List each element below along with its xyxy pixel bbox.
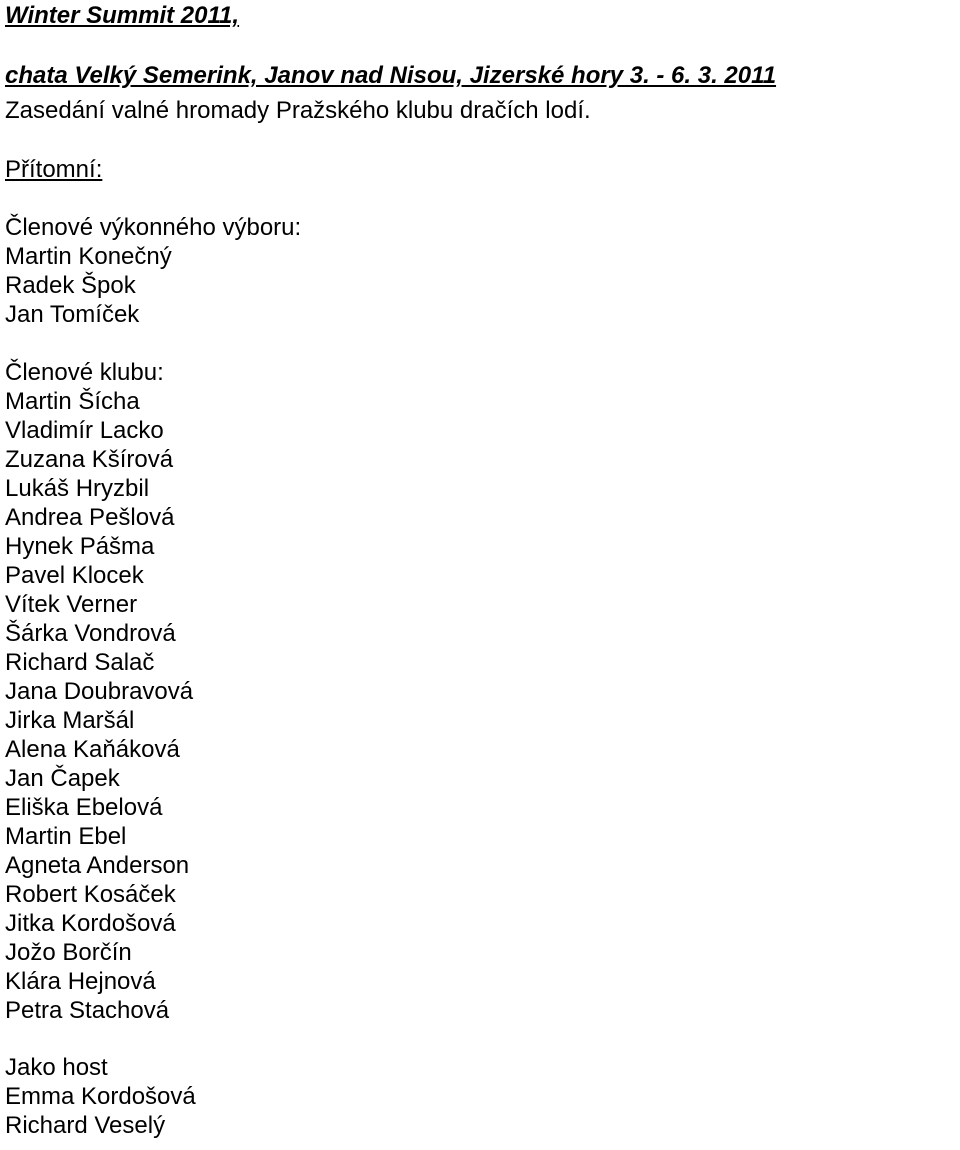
list-item: Jan Čapek bbox=[5, 765, 120, 792]
list-item: Andrea Pešlová bbox=[5, 504, 175, 531]
list-item: Hynek Pášma bbox=[5, 533, 155, 560]
list-item: Pavel Klocek bbox=[5, 562, 144, 589]
list-item: Zuzana Kšírová bbox=[5, 446, 174, 473]
document-intro: Zasedání valné hromady Pražského klubu dračích lodí. bbox=[5, 97, 591, 124]
list-item: Radek Špok bbox=[5, 272, 136, 299]
present-heading: Přítomní: bbox=[5, 156, 103, 183]
list-item: Richard Veselý bbox=[5, 1112, 166, 1139]
list-item: Klára Hejnová bbox=[5, 968, 156, 995]
list-item: Jan Tomíček bbox=[5, 301, 140, 328]
list-item: Richard Salač bbox=[5, 649, 155, 676]
list-item: Martin Ebel bbox=[5, 823, 127, 850]
list-item: Šárka Vondrová bbox=[5, 620, 176, 647]
list-item: Agneta Anderson bbox=[5, 852, 190, 879]
list-item: Jirka Maršál bbox=[5, 707, 135, 734]
list-item: Petra Stachová bbox=[5, 997, 170, 1024]
list-item: Eliška Ebelová bbox=[5, 794, 163, 821]
document bbox=[5, 0, 955, 1140]
list-item: Emma Kordošová bbox=[5, 1083, 196, 1110]
club-label: Členové klubu: bbox=[5, 359, 164, 386]
guests-list bbox=[5, 1082, 955, 1140]
club-list bbox=[5, 387, 955, 1025]
list-item: Lukáš Hryzbil bbox=[5, 475, 150, 502]
list-item: Martin Konečný bbox=[5, 243, 172, 270]
committee-label: Členové výkonného výboru: bbox=[5, 214, 302, 241]
list-item: Vladimír Lacko bbox=[5, 417, 164, 444]
document-title: Winter Summit 2011, bbox=[5, 2, 240, 29]
list-item: Jana Doubravová bbox=[5, 678, 194, 705]
document-subtitle: chata Velký Semerink, Janov nad Nisou, Jizerské hory 3. - 6. 3. 2011 bbox=[5, 62, 777, 89]
list-item: Jitka Kordošová bbox=[5, 910, 176, 937]
list-item: Jožo Borčín bbox=[5, 939, 132, 966]
guests-label: Jako host bbox=[5, 1054, 108, 1081]
list-item: Vítek Verner bbox=[5, 591, 138, 618]
list-item: Martin Šícha bbox=[5, 388, 140, 415]
committee-list bbox=[5, 242, 955, 329]
list-item: Alena Kaňáková bbox=[5, 736, 180, 763]
list-item: Robert Kosáček bbox=[5, 881, 176, 908]
